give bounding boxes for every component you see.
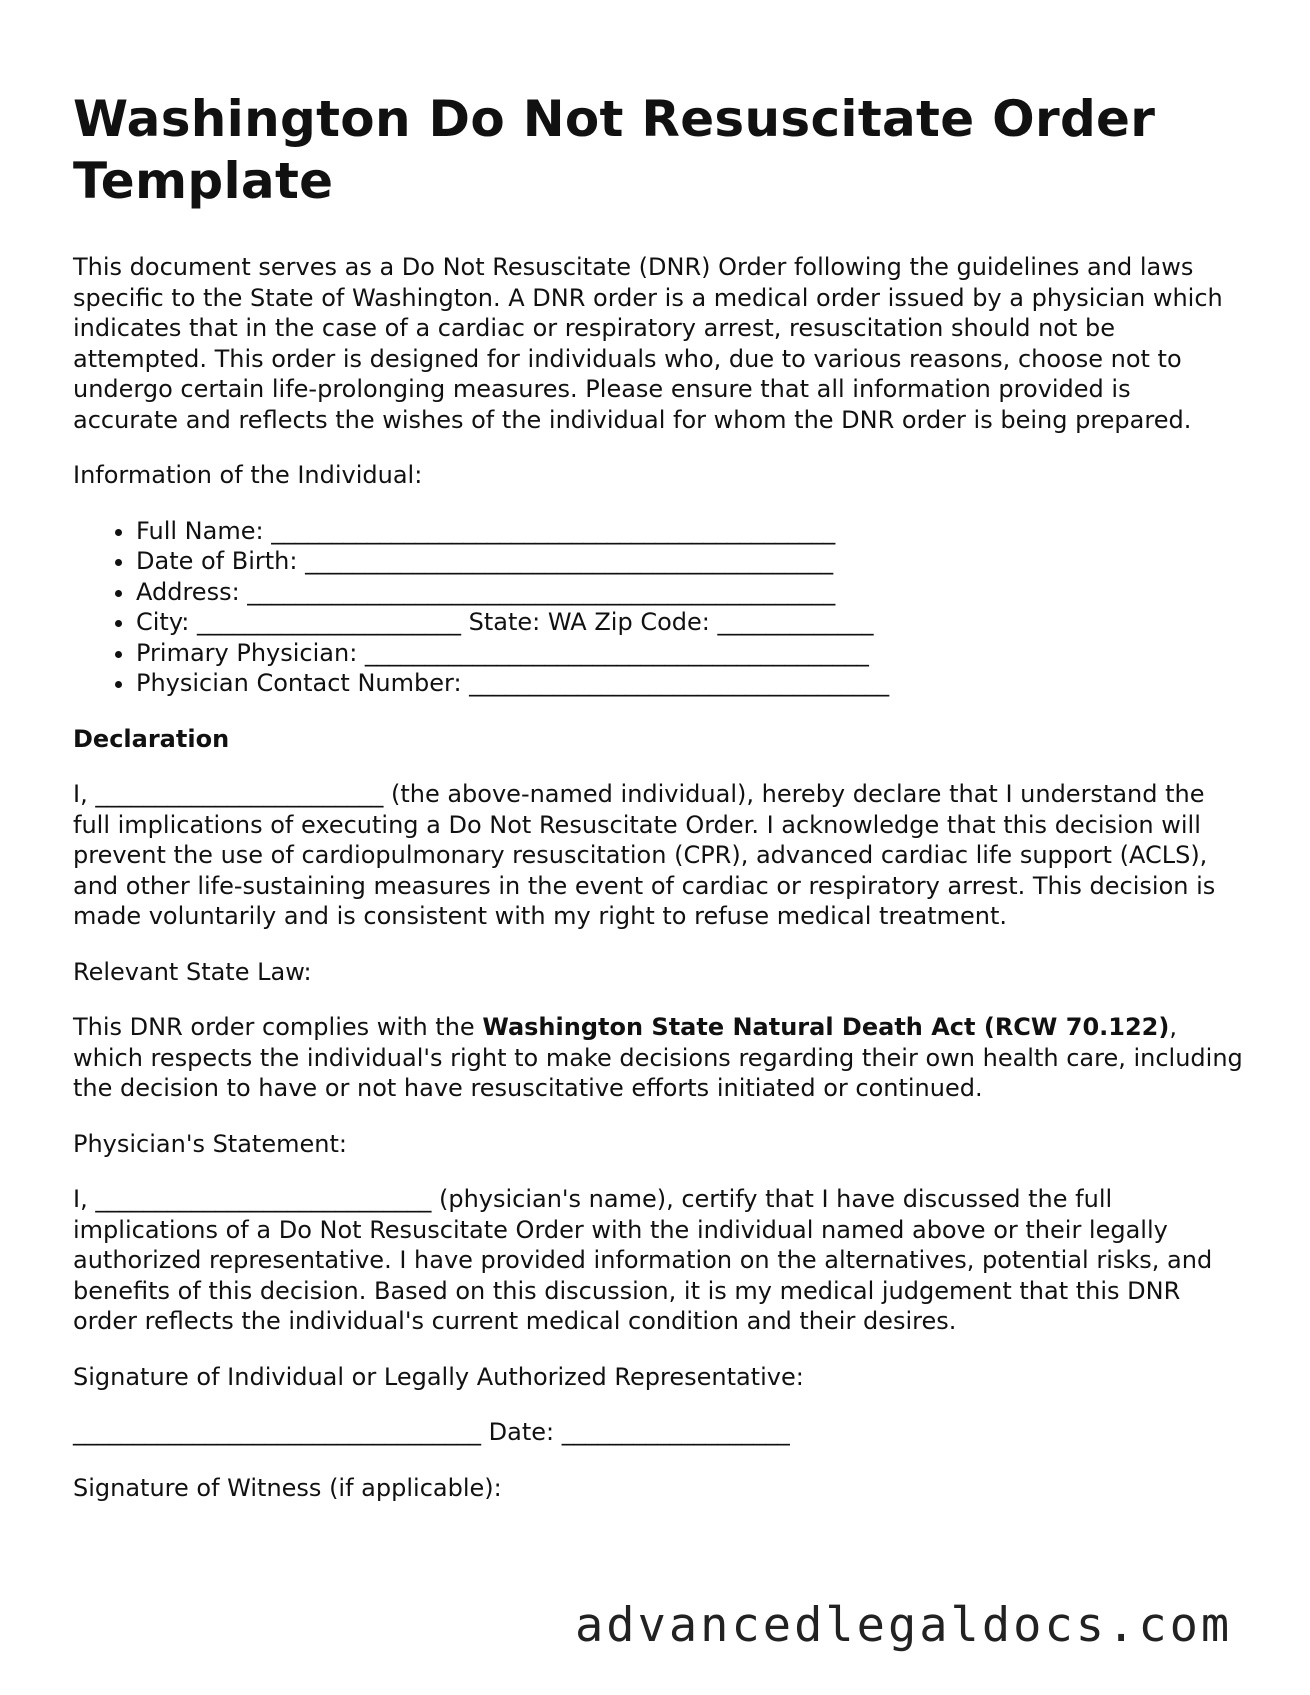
signature-witness-label: Signature of Witness (if applicable): bbox=[73, 1473, 502, 1502]
field-physician-contact: • Physician Contact Number: ___________________________________ bbox=[136, 668, 1243, 699]
state-law-paragraph bbox=[73, 1012, 1243, 1104]
individual-fields-list bbox=[73, 516, 1243, 699]
state-law-prefix: This DNR order complies with the bbox=[73, 1013, 483, 1041]
physician-statement-label: Physician's Statement: bbox=[73, 1129, 347, 1158]
field-address: • Address: _________________________________________________ bbox=[136, 577, 1243, 608]
document-title: Washington Do Not Resuscitate Order Template bbox=[73, 90, 1156, 210]
watermark-logo: advancedlegaldocs.com bbox=[575, 1598, 1233, 1653]
declaration-paragraph: I, ________________________ (the above-named individual), hereby declare that I understand the full implications of executing a Do Not Resuscitate Order. I acknowledge that this decision will prevent the use of cardiopulmonary resuscitation (CPR), advanced cardiac life support (ACLS), and other life-sustaining measures in the event of cardiac or respiratory arrest. This decision is made voluntarily and is consistent with my right to refuse medical treatment. bbox=[73, 780, 1216, 930]
signature-individual-label: Signature of Individual or Legally Authorized Representative: bbox=[73, 1362, 804, 1391]
field-date-of-birth: • Date of Birth: ____________________________________________ bbox=[136, 546, 1243, 577]
intro-paragraph: This document serves as a Do Not Resuscitate (DNR) Order following the guidelines and laws specific to the State of Washington. A DNR order is a medical order issued by a physician which indicates that in the case of a cardiac or respiratory arrest, resuscitation should not be attempted. This order is designed for individuals who, due to various reasons, choose not to undergo certain life-prolonging measures. Please ensure that all information provided is accurate and reflects the wishes of the individual for whom the DNR order is being prepared. bbox=[73, 253, 1223, 434]
individual-info-label: Information of the Individual: bbox=[73, 461, 423, 489]
field-primary-physician: • Primary Physician: __________________________________________ bbox=[136, 638, 1243, 669]
field-full-name: • Full Name: _______________________________________________ bbox=[136, 516, 1243, 547]
state-law-act: Washington State Natural Death Act (RCW 70.122) bbox=[482, 1013, 1170, 1041]
declaration-heading: Declaration bbox=[73, 724, 230, 753]
field-city-state-zip: • City: ______________________ State: WA Zip Code: _____________ bbox=[136, 607, 1243, 638]
document-page bbox=[73, 88, 1243, 1528]
state-law-label: Relevant State Law: bbox=[73, 957, 312, 986]
physician-statement-paragraph: I, ____________________________ (physician's name), certify that I have discussed the full implications of a Do Not Resuscitate Order with the individual named above or their legally authorized representative. I have provided information on the alternatives, potential risks, and benefits of this decision. Based on this discussion, it is my medical judgement that this DNR order reflects the individual's current medical condition and their desires. bbox=[73, 1185, 1213, 1335]
signature-date-line: __________________________________ Date: ___________________ bbox=[73, 1418, 790, 1446]
state-law-suffix: , which respects the individual's right to make decisions regarding their own health care, including the decision to have or not have resuscitative efforts initiated or continued. bbox=[73, 1013, 1243, 1102]
